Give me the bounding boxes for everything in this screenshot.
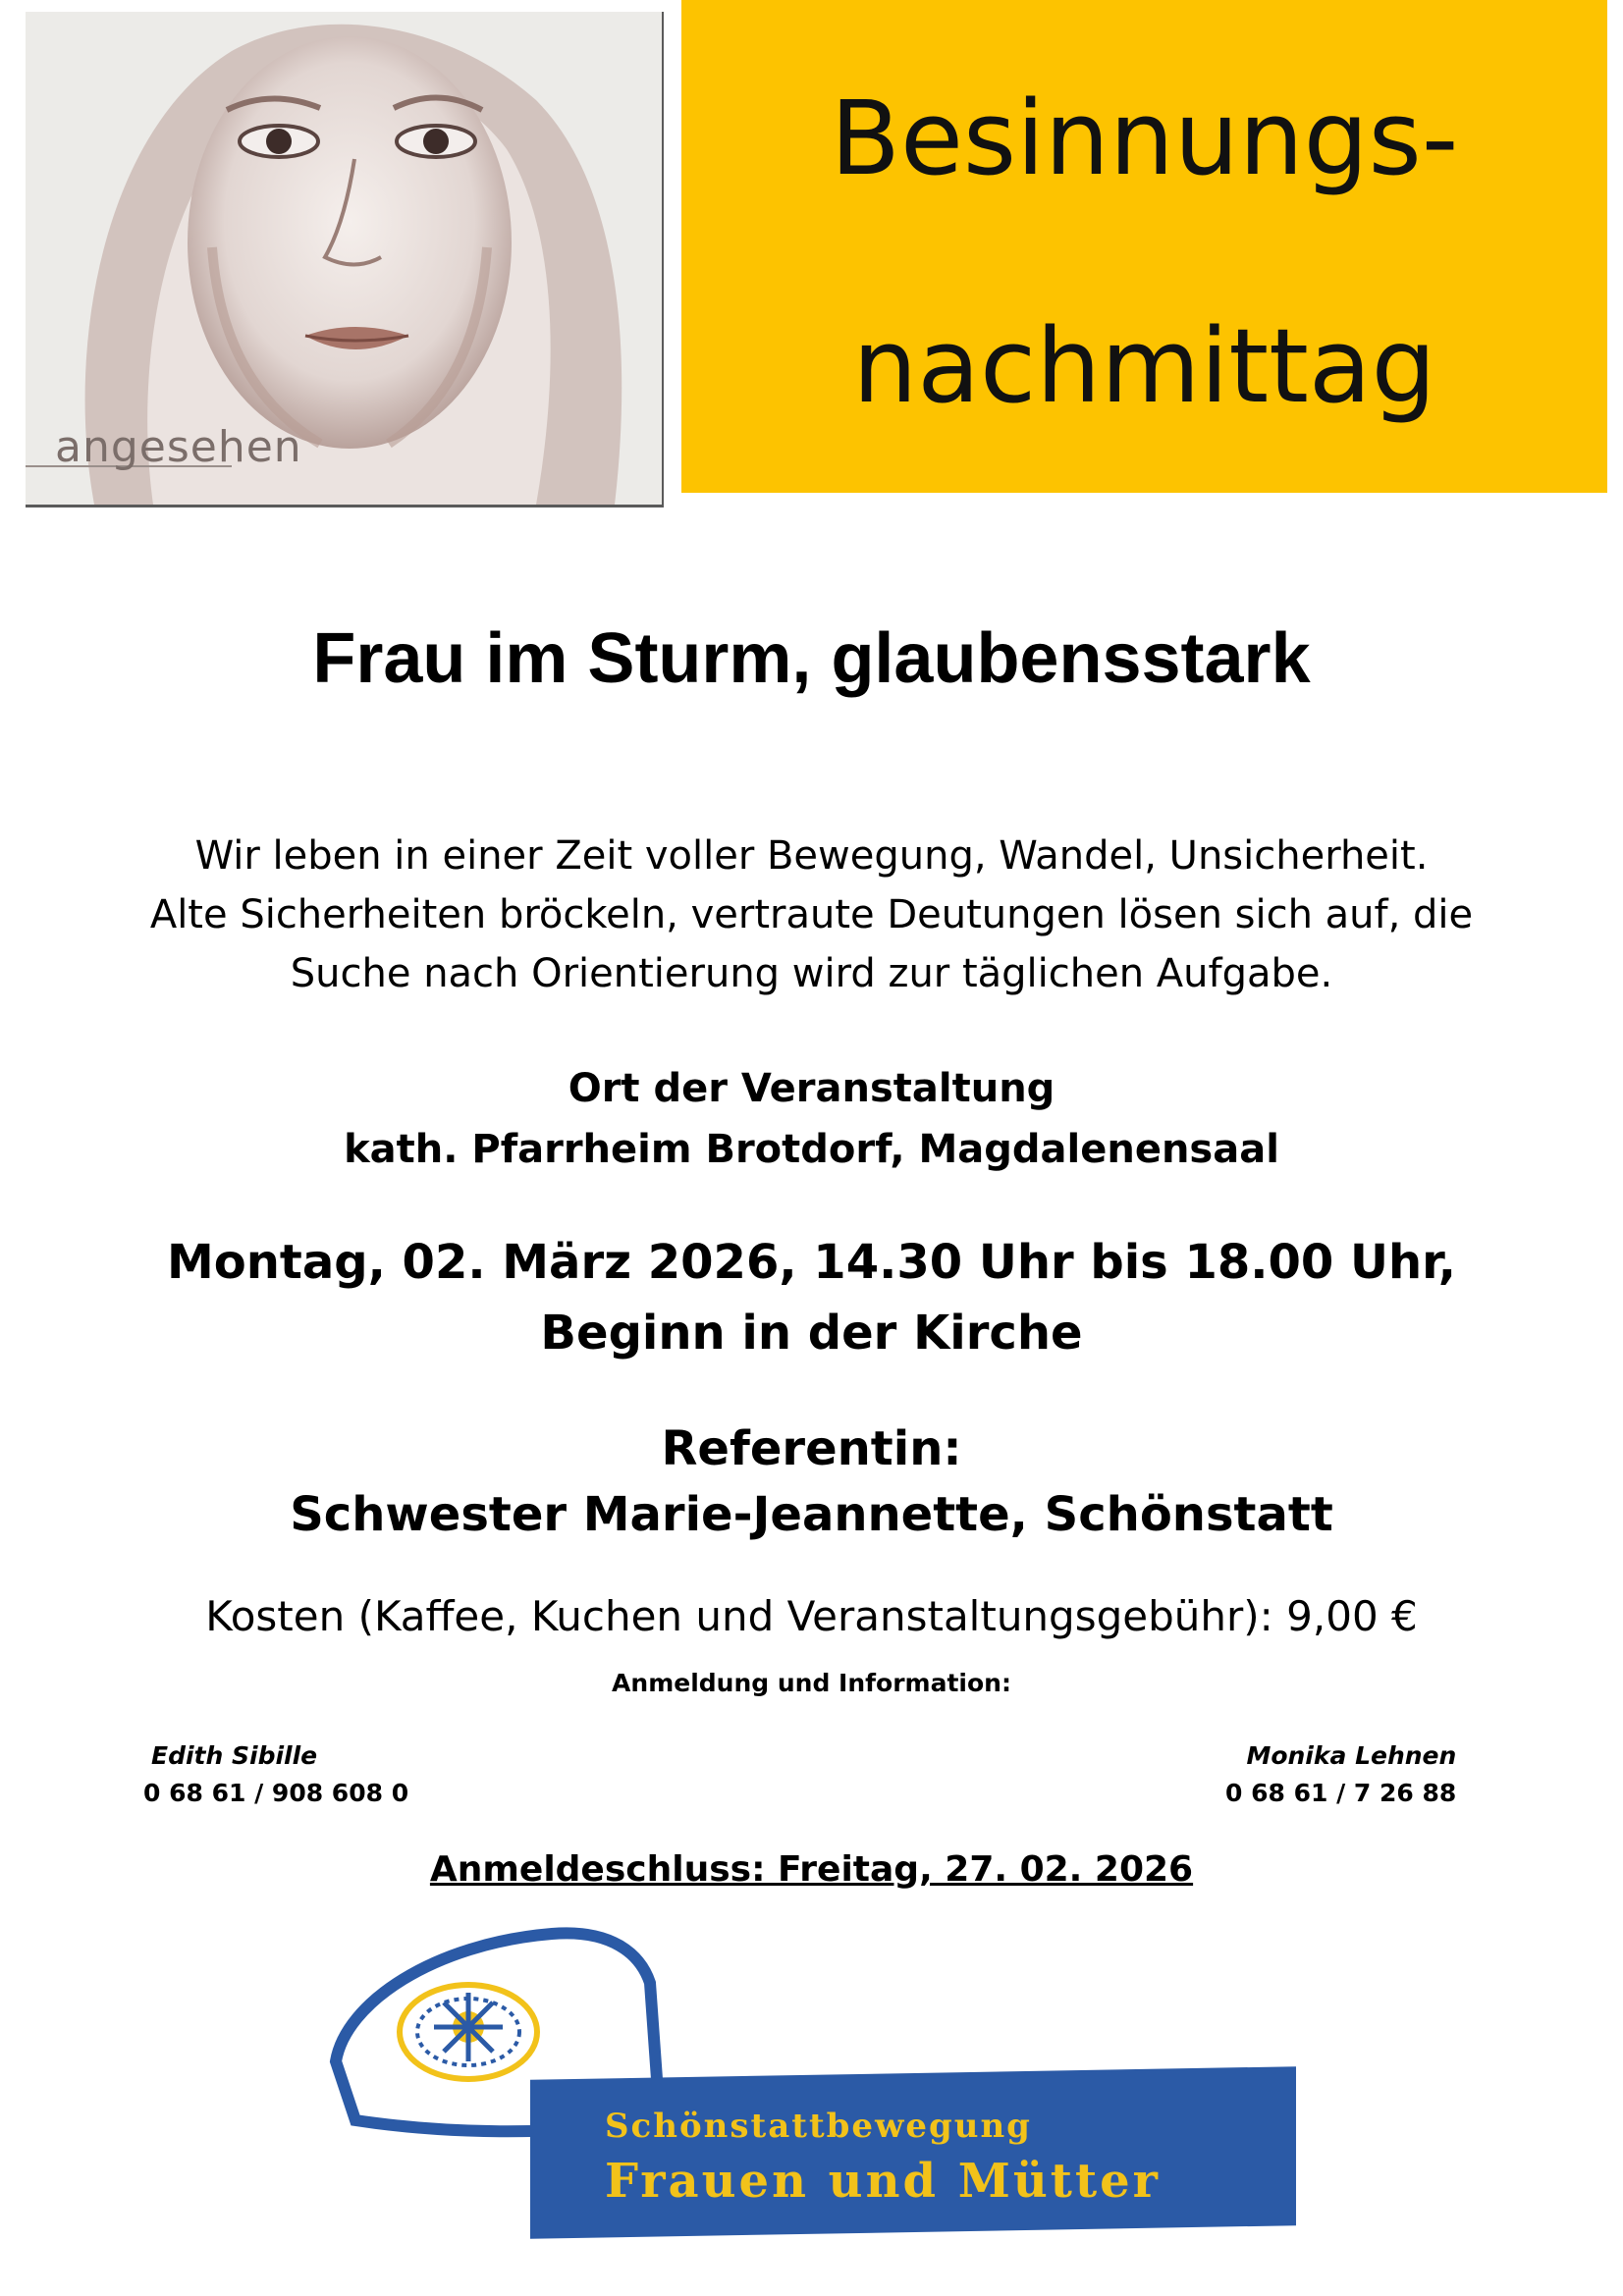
venue-label: Ort der Veranstaltung	[568, 1066, 1055, 1111]
event-start: Beginn in der Kirche	[540, 1306, 1083, 1361]
event-subtitle: Frau im Sturm, glaubensstark	[312, 619, 1311, 698]
event-costs: Kosten (Kaffee, Kuchen und Veranstaltungsgebühr): 9,00 €	[205, 1592, 1418, 1640]
title-line-1: Besinnungs-	[830, 79, 1459, 198]
logo-banner	[530, 2066, 1296, 2239]
registration-deadline: Anmeldeschluss: Freitag, 27. 02. 2026	[429, 1849, 1194, 1890]
contact-name: Monika Lehnen	[1246, 1741, 1457, 1770]
contact-right	[1225, 1741, 1456, 1816]
intro-line-2: Alte Sicherheiten bröckeln, vertraute Deutungen lösen sich auf, die	[149, 892, 1474, 937]
venue-value: kath. Pfarrheim Brotdorf, Magdalenensaal	[344, 1127, 1279, 1172]
contact-left	[143, 1741, 409, 1816]
logo-text-line-2: Frauen und Mütter	[605, 2154, 1161, 2209]
registration-label: Anmeldung und Information:	[612, 1669, 1011, 1697]
logo-text-line-1: Schönstattbewegung	[605, 2107, 1032, 2146]
speaker-label: Referentin:	[661, 1421, 962, 1476]
event-date: Montag, 02. März 2026, 14.30 Uhr bis 18.00 Uhr,	[166, 1235, 1456, 1290]
header-portrait-image	[26, 12, 664, 507]
intro-line-1: Wir leben in einer Zeit voller Bewegung, Wandel, Unsicherheit.	[194, 833, 1429, 879]
contact-name: Edith Sibille	[151, 1741, 318, 1770]
image-caption: angesehen	[55, 422, 302, 472]
schoenstatt-logo	[316, 1924, 1308, 2287]
title-box	[681, 0, 1607, 493]
title-line-2: nachmittag	[852, 306, 1436, 426]
contact-phone: 0 68 61 / 7 26 88	[1225, 1779, 1457, 1807]
speaker-name: Schwester Marie-Jeannette, Schönstatt	[290, 1487, 1333, 1542]
intro-line-3: Suche nach Orientierung wird zur täglichen Aufgabe.	[290, 951, 1333, 996]
contact-phone: 0 68 61 / 908 608 0	[143, 1779, 409, 1807]
